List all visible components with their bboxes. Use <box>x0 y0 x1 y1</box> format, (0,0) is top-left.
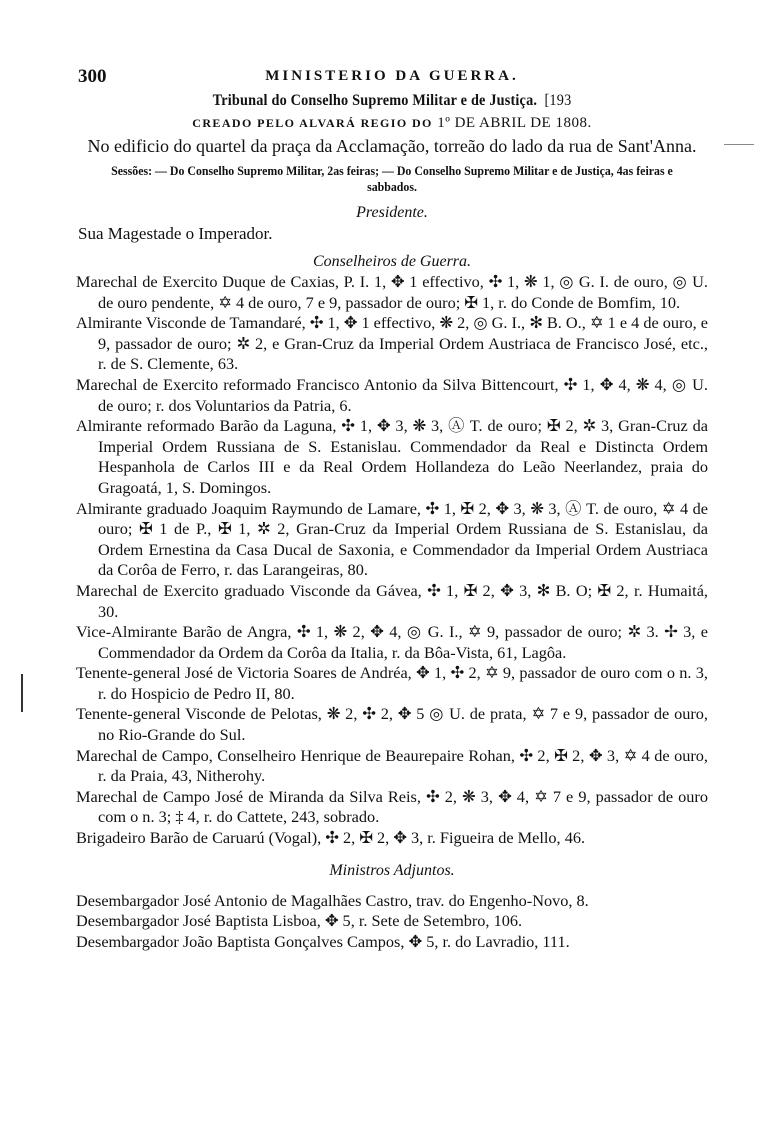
list-item: Tenente-general José de Victoria Soares de Andréa, ✥ 1, ✣ 2, ✡ 9, passador de ouro com o n. 3, r. do Hospicio de Pedro II, 80. <box>76 663 708 703</box>
list-item: Tenente-general Visconde de Pelotas, ❋ 2, ✣ 2, ✥ 5 ◎ U. de prata, ✡ 7 e 9, passador de ouro, no Rio-Grande do Sul. <box>76 704 708 745</box>
tribunal-title-text: Tribunal do Conselho Supremo Militar e de Justiça. <box>212 92 538 109</box>
list-item: Marechal de Campo, Conselheiro Henrique de Beaurepaire Rohan, ✣ 2, ✠ 2, ✥ 3, ✡ 4 de ouro, r. da Praia, 43, Nitherohy. <box>76 745 708 786</box>
list-item: Marechal de Exercito Duque de Caxias, P. I. 1, ✥ 1 effectivo, ✣ 1, ❋ 1, ◎ G. I. de ouro, ◎ U. de ouro pendente, ✡ 4 de ouro, 7 e 9, passador de ouro; ✠ 1, r. do Conde de Bomfim, 10. <box>76 272 708 312</box>
list-item: Marechal de Exercito reformado Francisco Antonio da Silva Bittencourt, ✣ 1, ✥ 4, ❋ 4, ◎ U. de ouro; r. dos Voluntarios da Patria, 6. <box>76 374 708 415</box>
page-header <box>76 66 708 90</box>
location-text: No edificio do quartel da praça da Acclamação, torreão do lado da rua de Sant'Anna. <box>87 136 697 156</box>
creado-date: 1º DE ABRIL DE 1808. <box>437 115 592 131</box>
tribunal-title <box>101 92 682 110</box>
list-item: Desembargador João Baptista Gonçalves Campos, ✥ 5, r. do Lavradio, 111. <box>76 931 570 951</box>
margin-mark <box>724 144 754 145</box>
ministros-list <box>76 891 708 953</box>
list-item: Almirante Visconde de Tamandaré, ✣ 1, ✥ 1 effectivo, ❋ 2, ◎ G. I., ✻ B. O., ✡ 1 e 4 de ouro, e 9, passador de ouro; ✲ 2, e Gran-Cruz da Imperial Ordem Austriaca de Francisco José, etc., r. de S. Clemente, 63. <box>76 313 708 374</box>
list-item: Marechal de Campo José de Miranda da Silva Reis, ✣ 2, ❋ 3, ✥ 4, ✡ 7 e 9, passador de ouro com o n. 3; ‡ 4, r. do Cattete, 243, sobrado. <box>76 786 708 827</box>
document-page <box>76 66 708 952</box>
running-title: MINISTERIO DA GUERRA. <box>265 68 519 84</box>
list-item: Marechal de Exercito graduado Visconde da Gávea, ✣ 1, ✠ 2, ✥ 3, ✻ B. O; ✠ 2, r. Humaitá, 30. <box>76 580 708 621</box>
page-number: 300 <box>78 66 107 87</box>
creado-line <box>76 115 708 132</box>
conselheiros-list <box>76 272 708 849</box>
section-heading-presidente: Presidente. <box>356 204 428 221</box>
section-heading-ministros: Ministros Adjuntos. <box>329 861 455 879</box>
creado-text: CREADO PELO ALVARÁ REGIO DO <box>192 116 433 130</box>
list-item: Desembargador José Baptista Lisboa, ✥ 5, r. Sete de Setembro, 106. <box>76 911 523 931</box>
tribunal-number: [193 <box>544 92 572 109</box>
list-item: Almirante graduado Joaquim Raymundo de Lamare, ✣ 1, ✠ 2, ✥ 3, ❋ 3, Ⓐ T. de ouro, ✡ 4 de ouro; ✠ 1 de P., ✠ 1, ✲ 2, Gran-Cruz da Imperial Ordem Russiana de S. Estanislau, da Ordem Ernestina da Casa Ducal de Saxonia, e Commendador da Imperial Ordem Austriaca da Corôa de Ferro, r. das Larangeiras, 80. <box>76 498 708 580</box>
margin-mark <box>21 674 23 712</box>
section-heading-conselheiros: Conselheiros de Guerra. <box>312 253 472 270</box>
sessions-text: Sessões: — Do Conselho Supremo Militar, 2as feiras; — Do Conselho Supremo Militar e de Justiça, 4as feiras e sabbados. <box>111 164 673 194</box>
list-item: Desembargador José Antonio de Magalhães Castro, trav. do Engenho-Novo, 8. <box>76 890 589 910</box>
list-item: Almirante reformado Barão da Laguna, ✣ 1, ✥ 3, ❋ 3, Ⓐ T. de ouro; ✠ 2, ✲ 3, Gran-Cruz da Imperial Ordem Russiana de S. Estanislau. Commendador da Real e Distincta Ordem Hespanhola de Carlos III e da Real Ordem Hollandeza do Leão Neerlandez, praia do Gragoatá, 1, S. Domingos. <box>76 416 708 497</box>
list-item: Vice-Almirante Barão de Angra, ✣ 1, ❋ 2, ✥ 4, ◎ G. I., ✡ 9, passador de ouro; ✲ 3. ✢ 3, e Commendador da Ordem da Corôa da Italia, r. da Bôa-Vista, 61, Lagôa. <box>76 622 708 662</box>
list-item: Brigadeiro Barão de Caruarú (Vogal), ✣ 2, ✠ 2, ✥ 3, r. Figueira de Mello, 46. <box>76 828 586 848</box>
president-name: Sua Magestade o Imperador. <box>78 224 273 243</box>
